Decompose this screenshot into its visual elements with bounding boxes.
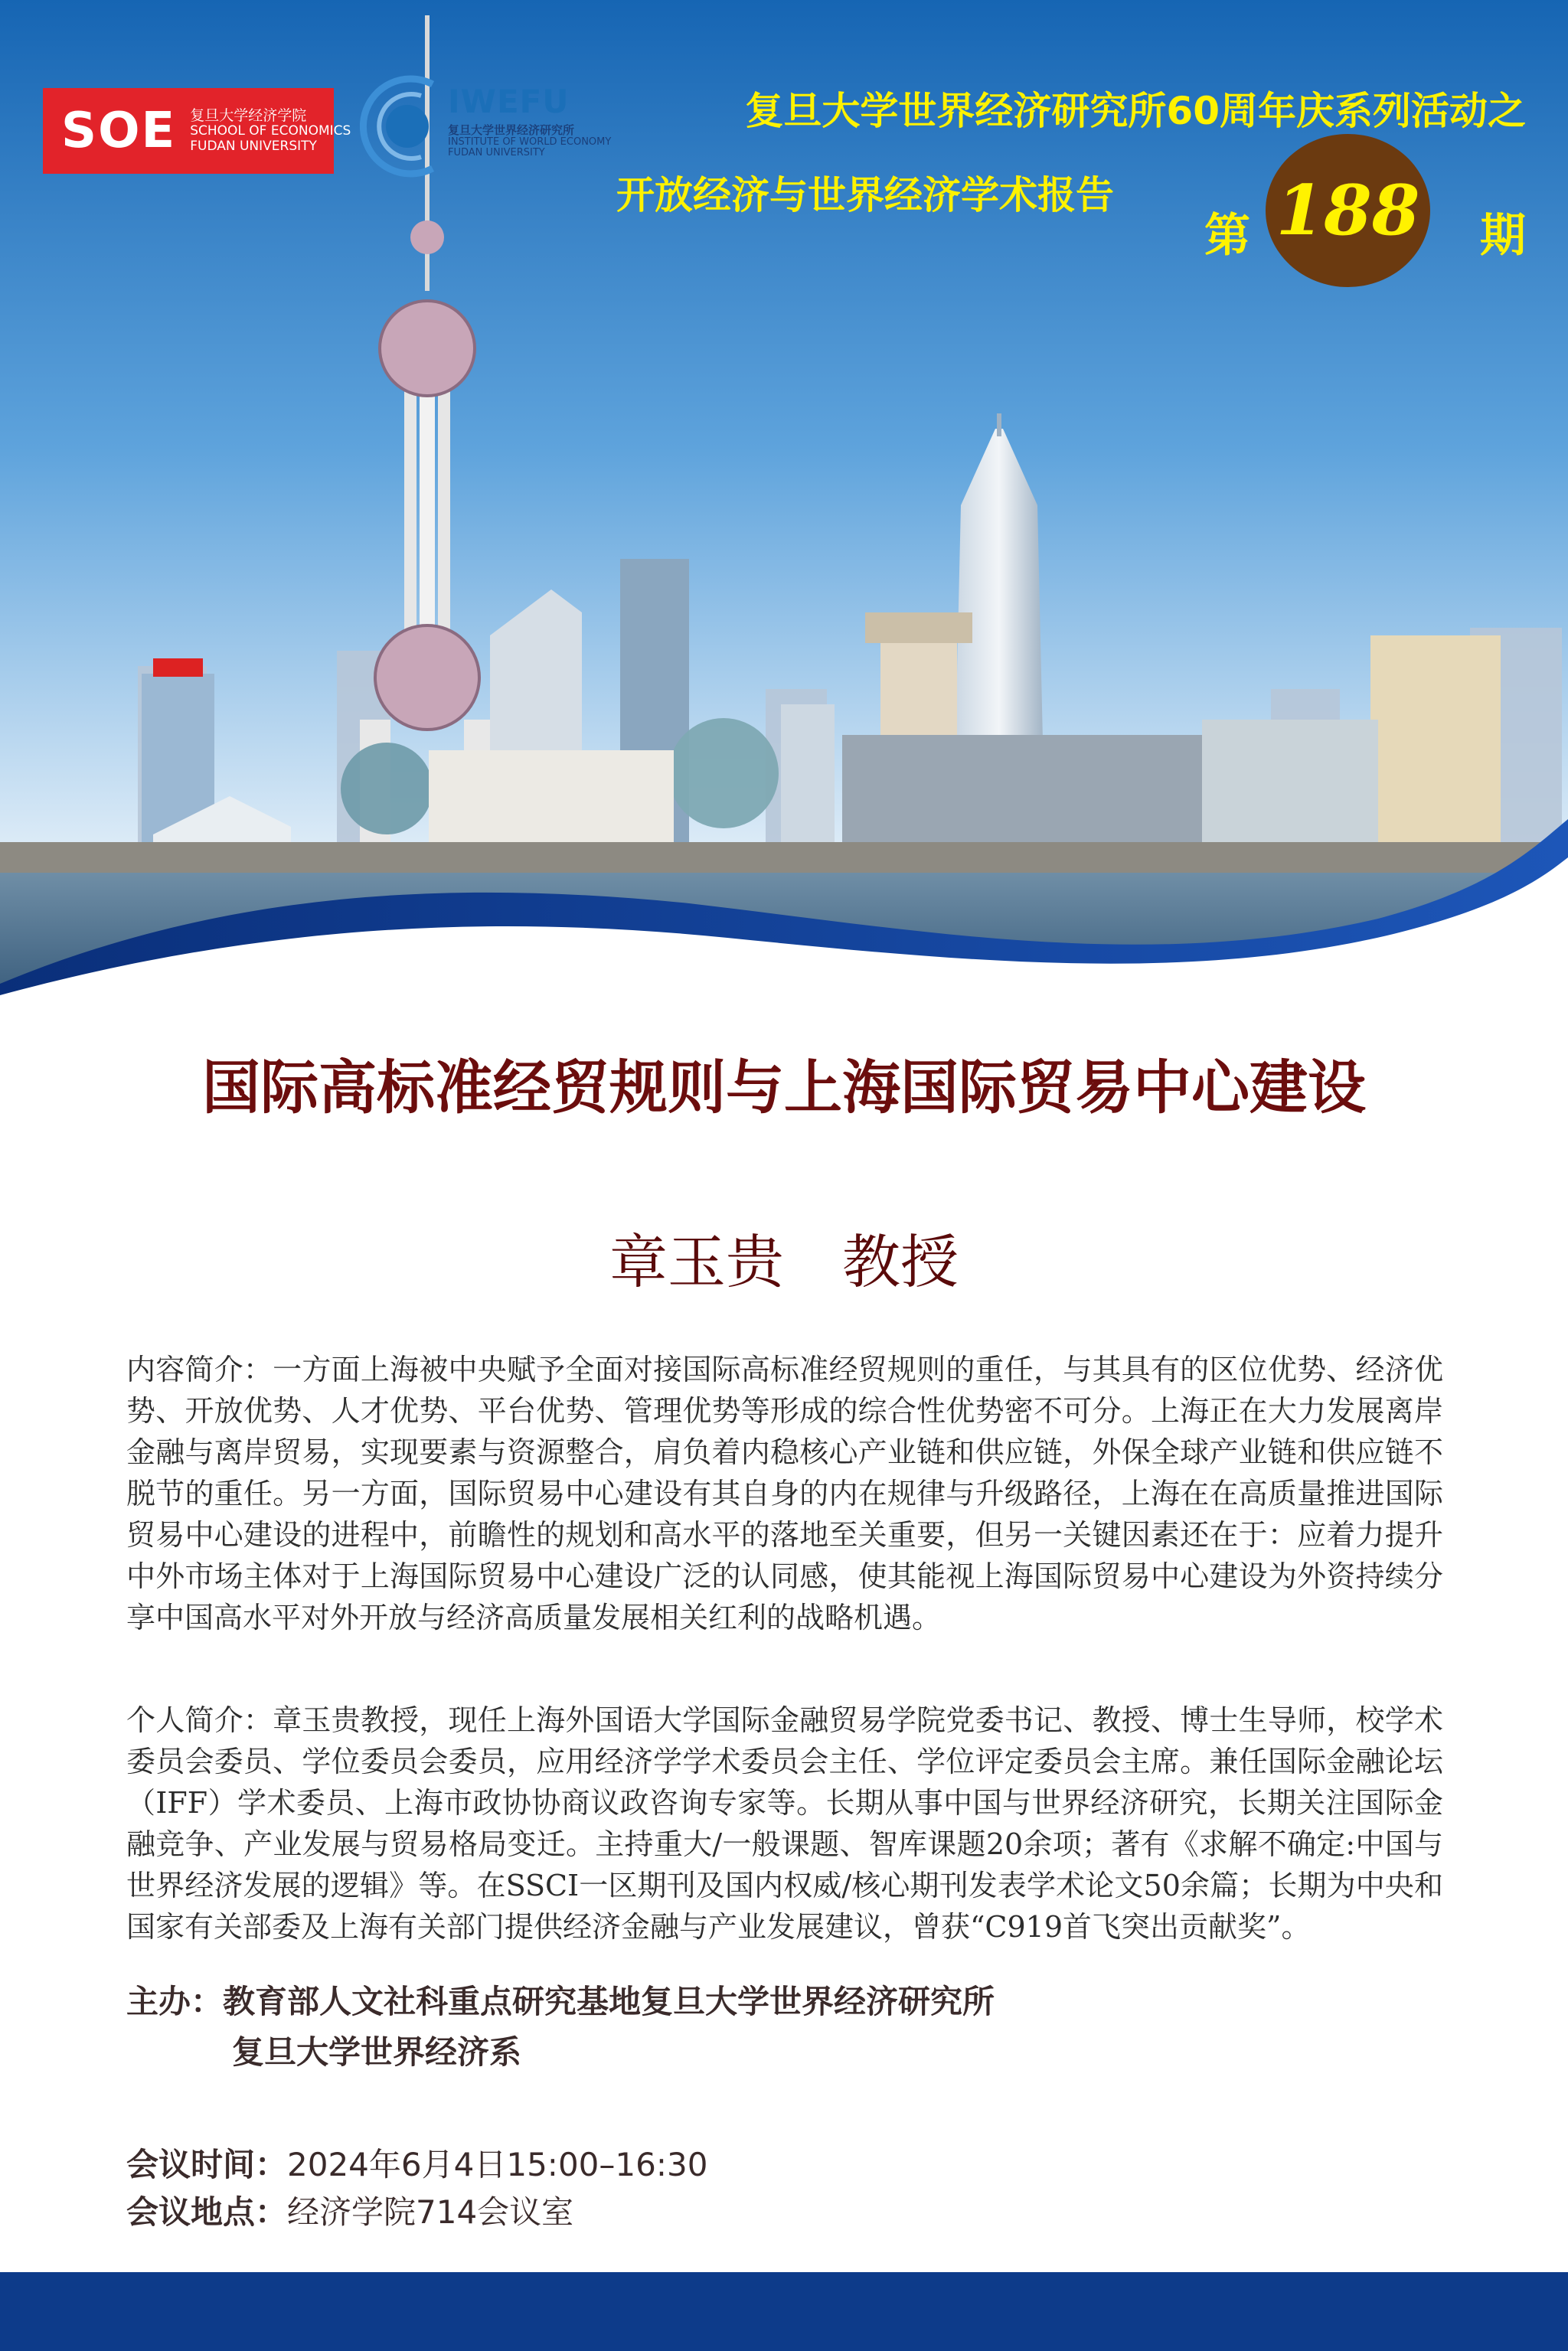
- iwefu-logo-mark: IWEFU: [448, 83, 570, 120]
- iwefu-logo: [360, 69, 612, 191]
- organizers-label: 主办：: [126, 1983, 224, 2020]
- soe-logo-en2: FUDAN UNIVERSITY: [190, 138, 317, 154]
- issue-number-circle: [1266, 134, 1430, 287]
- place-value: 经济学院714会议室: [287, 2193, 574, 2231]
- series-headline: [592, 84, 1526, 138]
- speaker-name: 章玉贵 教授: [609, 1228, 959, 1296]
- time-label: 会议时间：: [126, 2146, 288, 2183]
- headline-line1: 复旦大学世界经济研究所60周年庆系列活动之: [745, 89, 1526, 133]
- bio-paragraph: 个人简介：章玉贵教授，现任上海外国语大学国际金融贸易学院党委书记、教授、博士生导师，校学术委员会委员、学位委员会委员，应用经济学学术委员会主任、学位评定委员会主席。兼任国际金融论坛（IFF）学术委员、上海市政协协商议政咨询专家等。长期从事中国与世界经济研究，长期关注国际金融竞争、产业发展与贸易格局变迁。主持重大/一般课题、智库课题20余项；著有《求解不确定:中国与世界经济发展的逻辑》等。在SSCI一区期刊及国内权威/核心期刊发表学术论文50余篇；长期为中央和国家有关部委及上海有关部门提供经济金融与产业发展建议，曾获“C919首飞突出贡献奖”。: [126, 1703, 1443, 1944]
- soe-logo-cn: 复旦大学经济学院: [190, 106, 307, 124]
- place-label: 会议地点：: [126, 2193, 288, 2231]
- soe-logo-text: [190, 108, 351, 155]
- hero-skyline-banner: [0, 0, 1568, 995]
- time-value: 2024年6月4日15:00–16:30: [287, 2146, 708, 2183]
- iwefu-logo-en1: INSTITUTE OF WORLD ECONOMY: [448, 136, 612, 148]
- soe-logo: [43, 88, 351, 174]
- issue-suffix: 期: [1480, 209, 1526, 263]
- issue-prefix: 第: [1204, 209, 1250, 263]
- soe-logo-en1: SCHOOL OF ECONOMICS: [190, 123, 351, 139]
- talk-title: 国际高标准经贸规则与上海国际贸易中心建设: [202, 1053, 1366, 1122]
- iwefu-logo-en2: FUDAN UNIVERSITY: [448, 146, 545, 158]
- globe-icon: [360, 69, 444, 184]
- issue-badge: [1204, 134, 1526, 287]
- organizer-1: 教育部人文社科重点研究基地复旦大学世界经济研究所: [223, 1983, 995, 2020]
- footer-bar: [0, 2272, 1568, 2351]
- organizer-2: 复旦大学世界经济系: [232, 2033, 522, 2071]
- iwefu-logo-cn: 复旦大学世界经济研究所: [448, 123, 575, 137]
- headline-line2: 开放经济与世界经济学术报告: [616, 173, 1114, 217]
- abstract-paragraph: 内容简介：一方面上海被中央赋予全面对接国际高标准经贸规则的重任，与其具有的区位优势、经济优势、开放优势、人才优势、平台优势、管理优势等形成的综合性优势密不可分。上海正在大力发展离岸金融与离岸贸易，实现要素与资源整合，肩负着内稳核心产业链和供应链，外保全球产业链和供应链不脱节的重任。另一方面，国际贸易中心建设有其自身的内在规律与升级路径，上海在在高质量推进国际贸易中心建设的进程中，前瞻性的规划和高水平的落地至关重要，但另一关键因素还在于：应着力提升中外市场主体对于上海国际贸易中心建设广泛的认同感，使其能视上海国际贸易中心建设为外资持续分享中国高水平对外开放与经济高质量发展相关红利的战略机遇。: [126, 1353, 1443, 1634]
- organizers: [126, 1977, 995, 2078]
- soe-logo-mark: SOE: [61, 103, 177, 159]
- iwefu-logo-text: [448, 124, 611, 158]
- issue-number: 188: [1276, 170, 1420, 251]
- meeting-info: [126, 2141, 707, 2236]
